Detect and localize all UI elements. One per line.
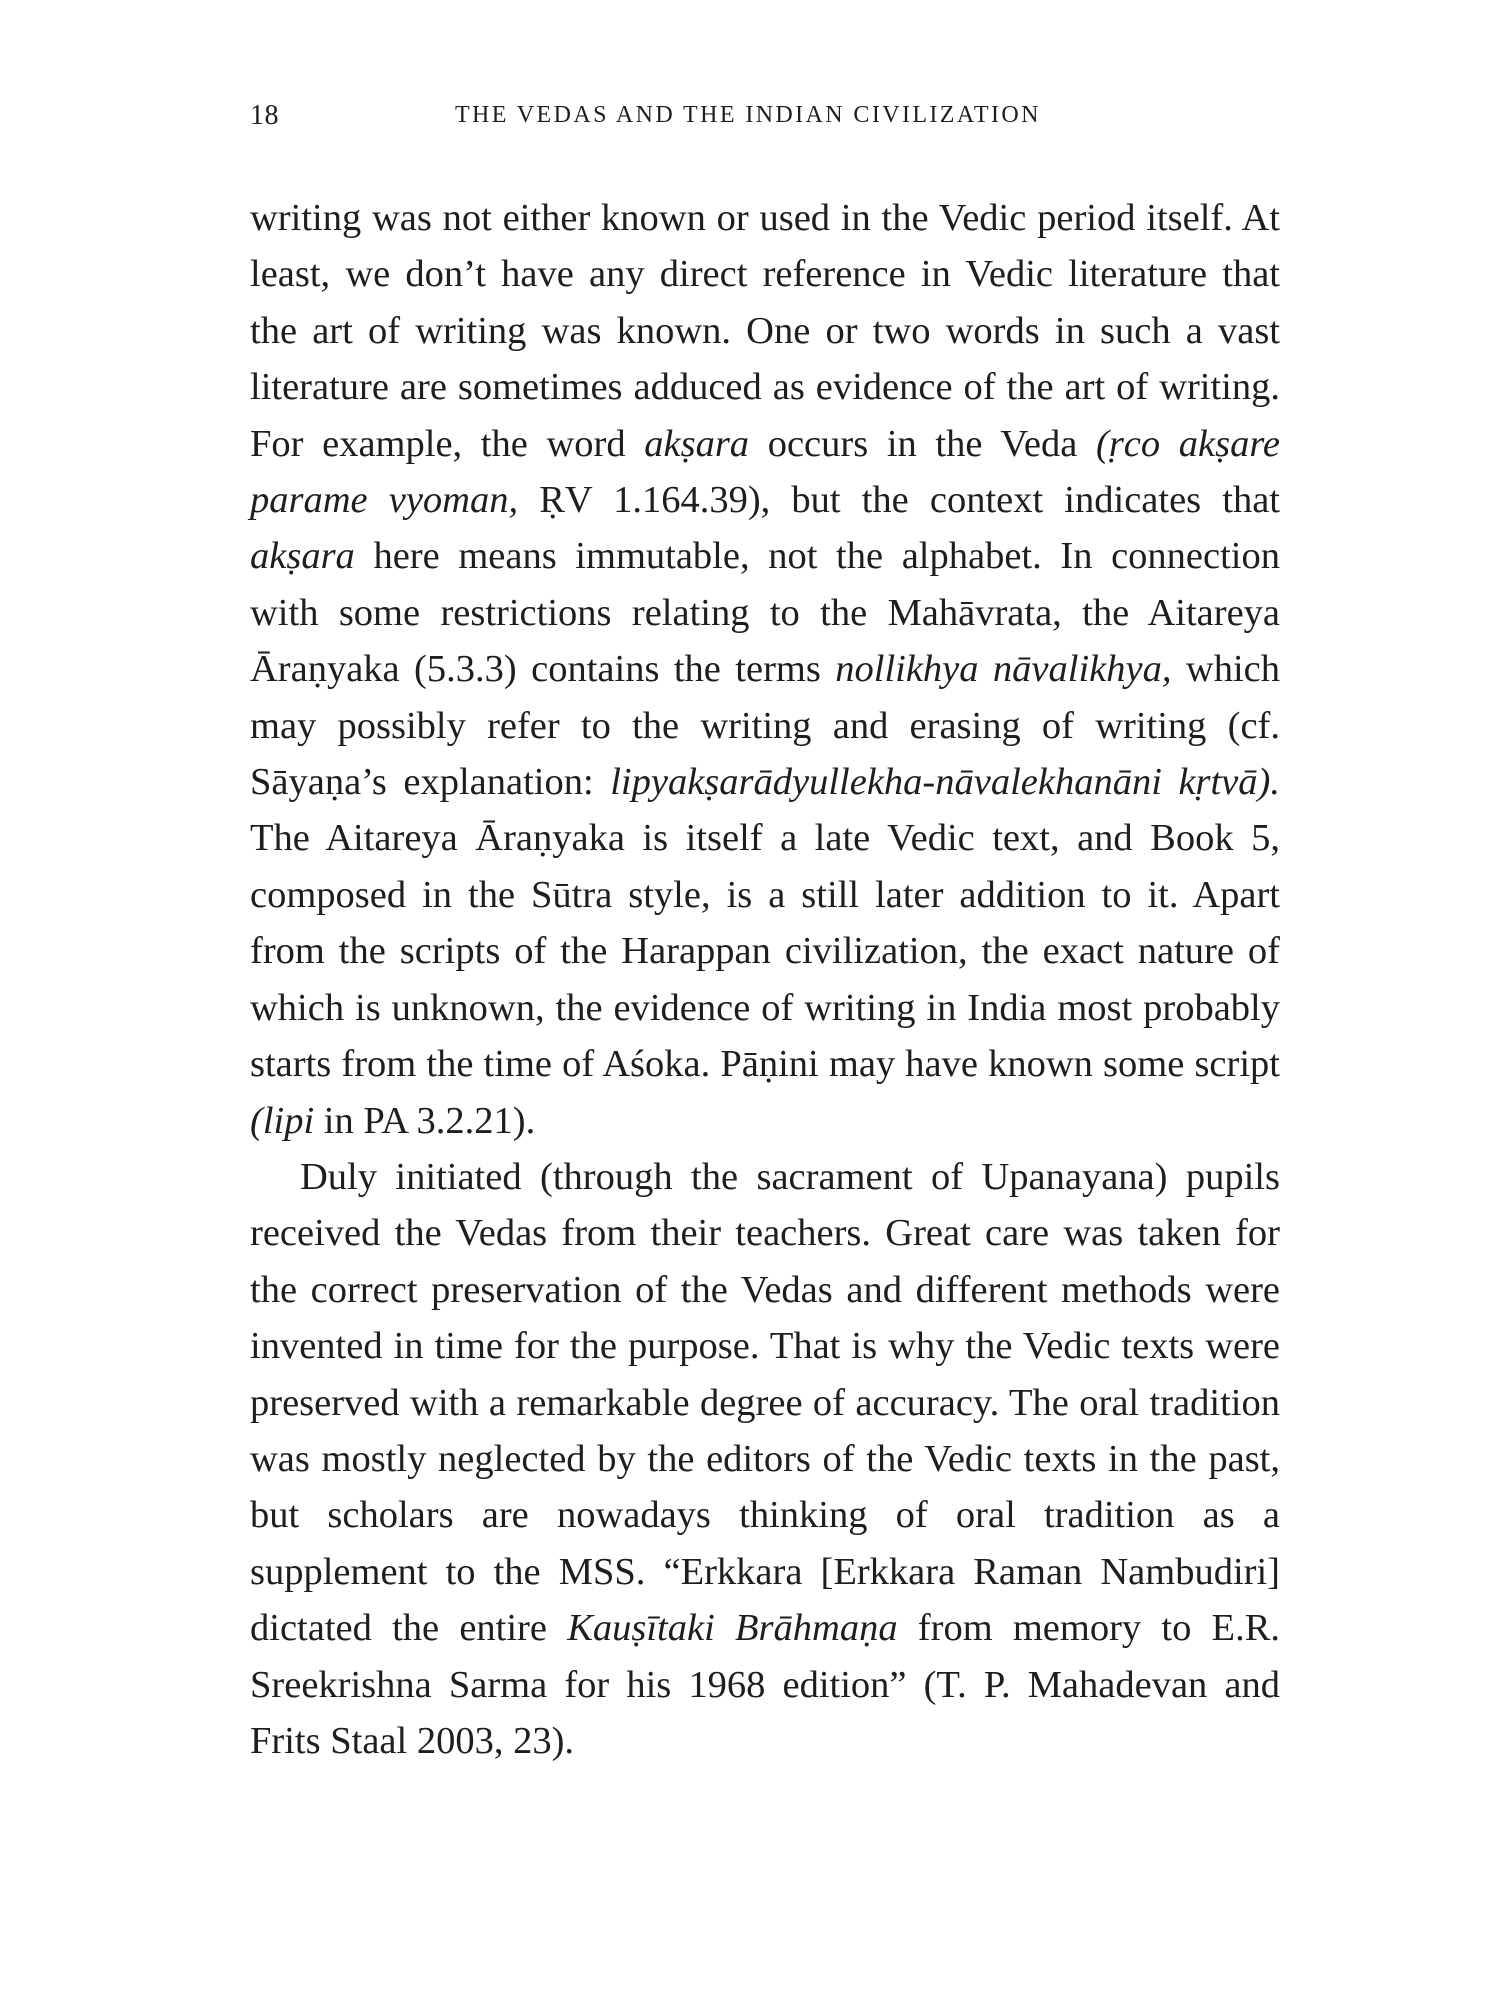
italic-term: nollikhya nāvalikhya,: [835, 648, 1172, 691]
text-segment: Duly initiated (through the sacrament of Upanayana) pupils received the Vedas from their teachers. Great care was taken for the correct preservation of the Vedas and different methods were invented in time for the purpose. That is why the Vedic texts were preserved with a remarkable degree of accuracy. The oral tradition was mostly neglected by the editors of the Vedic texts in the past, but scholars are nowadays thinking of oral tradition as a supplement to the MSS. “Erkkara [Erkkara Raman Nambudiri] dictated the entire: [250, 1155, 1280, 1650]
text-segment: which may possibly refer to the writing and erasing of writing (cf. Sāyaṇa’s explanation:: [250, 648, 1280, 804]
running-head: [250, 100, 1280, 140]
paragraph-writing-in-vedic-period: [250, 190, 1280, 1149]
italic-term: akṣara: [250, 535, 355, 578]
body-text: [250, 190, 1280, 1769]
page-number: 18: [250, 100, 279, 131]
text-segment: here means immutable, not the alphabet. In connection with some restrictions relating to the Mahāvrata, the Aitareya Āraṇyaka (5.3.3) contains the terms: [250, 535, 1280, 691]
italic-term: (lipi: [250, 1099, 315, 1142]
text-segment: The Aitareya Āraṇyaka is itself a late Vedic text, and Book 5, composed in the Sūtra style, is a still later addition to it. Apart from the scripts of the Harappan civilization, the exact nature of which is unknown, the evidence of writing in India most probably starts from the time of Aśoka. Pāṇini may have known some script: [250, 817, 1280, 1086]
italic-quotation: lipyakṣarādyullekha-nāvalekhanāni kṛtvā).: [610, 761, 1280, 804]
paragraph-oral-tradition: [250, 1149, 1280, 1769]
text-segment: in PA 3.2.21).: [314, 1099, 536, 1142]
running-title: THE VEDAS AND THE INDIAN CIVILIZATION: [455, 102, 1041, 128]
italic-quotation: (ṛco akṣare parame vyoman,: [250, 422, 1280, 522]
italic-term: akṣara: [644, 422, 750, 465]
text-segment: ṚV 1.164.39), but the context indicates that: [518, 479, 1280, 522]
italic-title: Kauṣītaki Brāhmaṇa: [567, 1607, 898, 1650]
text-segment: writing was not either known or used in the Vedic period itself. At least, we don’t have any direct reference in Vedic literature that the art of writing was known. One or two words in such a vast literature are sometimes adduced as evidence of the art of writing. For example, the word: [250, 197, 1280, 465]
text-segment: from memory to E.R. Sreekrishna Sarma for his 1968 edition” (T. P. Mahadevan and Frits Staal 2003, 23).: [250, 1607, 1280, 1762]
text-segment: occurs in the Veda: [749, 422, 1096, 465]
